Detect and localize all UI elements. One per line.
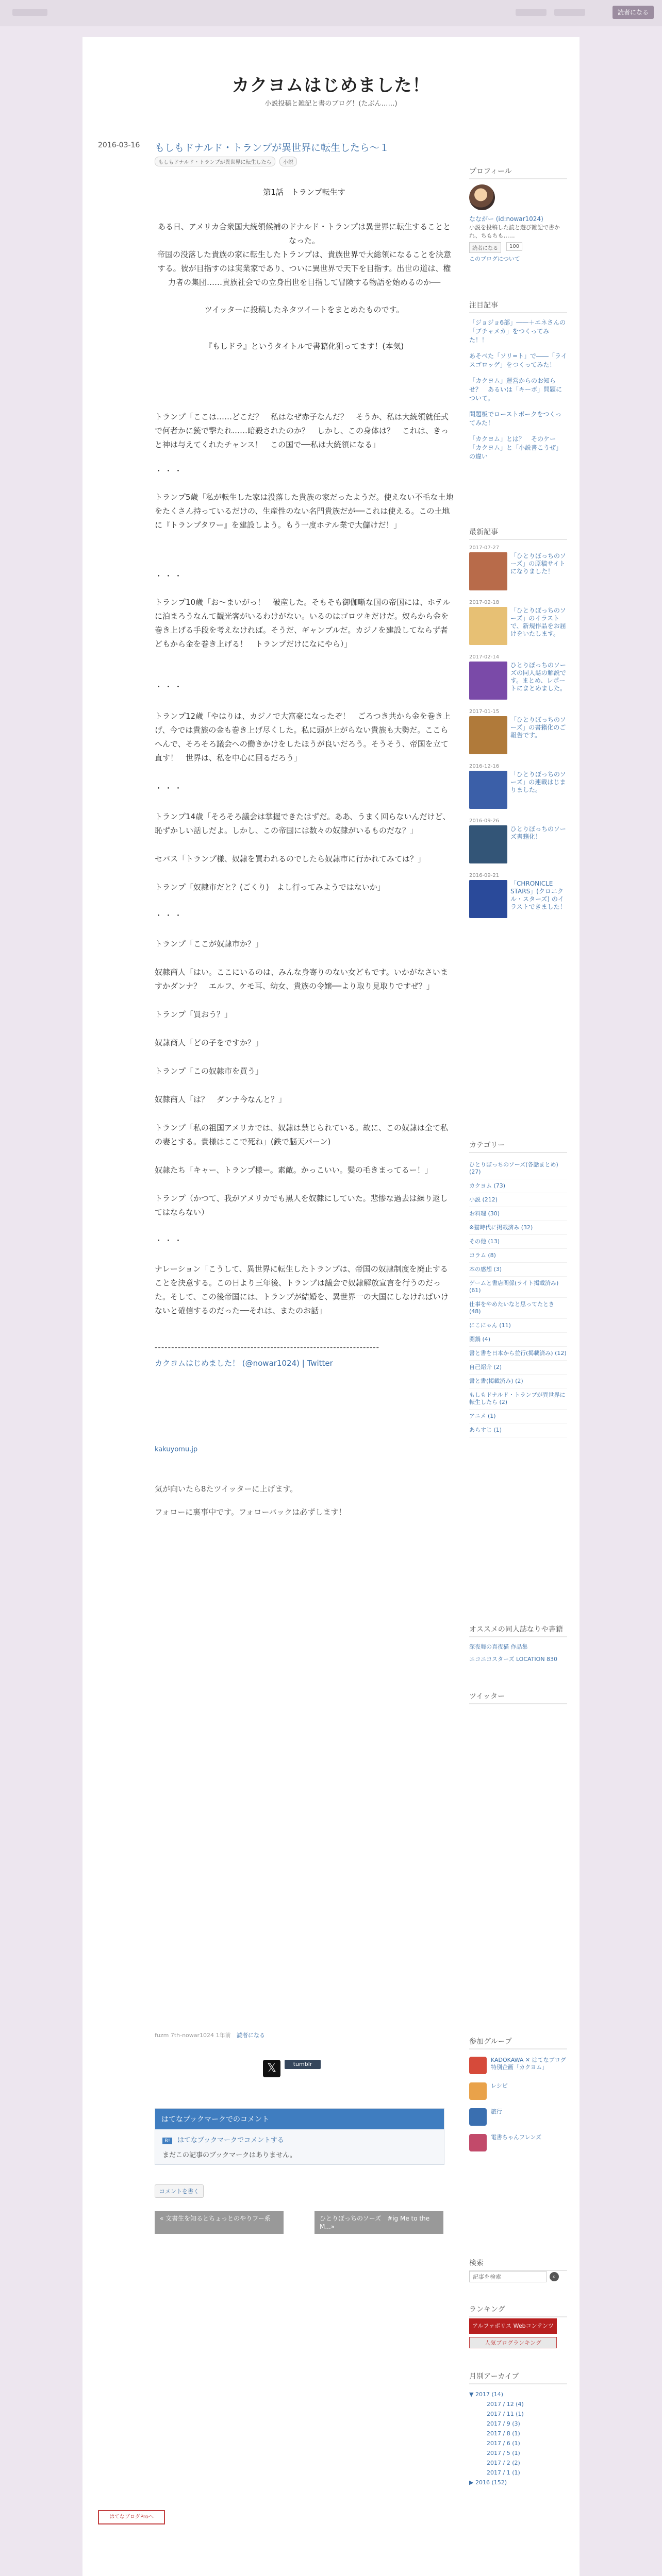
episode-heading: 第1話 トランプ転生す	[263, 188, 345, 197]
archive-title: 月別アーカイブ	[469, 2371, 567, 2384]
story-paragraph: トランプ「ここが奴隷市か？」	[155, 939, 263, 948]
topbar-menu-item[interactable]	[554, 9, 585, 16]
twitter-link[interactable]: カクヨムはじめました！ (@nowar1024) | Twitter	[155, 1359, 333, 1368]
alphapolis-badge[interactable]: アルファポリス Webコンテンツ	[469, 2318, 557, 2334]
recent-list	[469, 545, 567, 920]
featured-module	[469, 300, 567, 468]
story-paragraph: トランプ「奴隷市だと？(ごくり) よし行ってみようではないか」	[155, 883, 385, 892]
profile-title: プロフィール	[469, 166, 567, 179]
category-item[interactable]: 小説 (212)	[469, 1193, 567, 1207]
search-input[interactable]	[469, 2271, 547, 2282]
comment-button[interactable]: コメントを書く	[155, 2184, 204, 2198]
recent-title[interactable]: ひとりぼっちのソーズの同人誌の解説です。まとめ、レポートにまとめました。	[510, 662, 567, 692]
category-item[interactable]: もしもドナルド・トランプが異世界に転生したら (2)	[469, 1388, 567, 1410]
entry-body	[155, 176, 454, 1519]
story-paragraph: トランプ10歳「お〜まいがっ！ 破産した。そもそも御伽噺な国の帝国には、ホテルに泊まろうなんて観光客がいるわけがない。いるのはゴロツキだけだ。奴らから金を巻き上げる手段を考えなければ。そうだ、ギャンブルだ。カジノを建設してならず者どもから金を巻き上げる！ トランプだけになにやら）」	[155, 598, 451, 649]
archive-item[interactable]: 2017 / 8 (1)	[487, 2430, 520, 2437]
entry-categories	[155, 157, 299, 166]
group-icon	[469, 2057, 487, 2074]
archive-module	[469, 2371, 567, 2487]
story-paragraph: 奴隷商人「は？ ダンナ今なんと？」	[155, 1095, 287, 1104]
category-item[interactable]: 闘鍋 (4)	[469, 1333, 567, 1347]
profile-name[interactable]: なながー (id:nowar1024)	[469, 215, 543, 223]
story-separator: ・・・	[155, 466, 185, 476]
category-item[interactable]: 書と書(掲載済み) (2)	[469, 1375, 567, 1388]
archive-item[interactable]: 2017 / 1 (1)	[487, 2469, 520, 2476]
featured-item[interactable]: あそべた「ソリ=ト」で――「ライスゴロッゲ」をつくってみた！	[469, 352, 567, 368]
recent-thumbnail[interactable]	[469, 716, 507, 754]
extra-title: オススメの同人誌なりや書籍	[469, 1624, 567, 1637]
group-icon	[469, 2108, 487, 2126]
recent-title: 最新記事	[469, 527, 567, 540]
category-item[interactable]: ひとりぼっちのソーズ(各話まとめ) (27)	[469, 1158, 567, 1179]
recent-date: 2016-09-26	[469, 818, 500, 824]
recent-module	[469, 527, 567, 927]
group-item[interactable]	[469, 2106, 567, 2128]
tweet-note: ツイッターに投稿したネタツイートをまとめたものです。	[204, 305, 404, 314]
group-label[interactable]: レシピ	[491, 2082, 508, 2089]
twitter-module	[469, 1691, 567, 1709]
search-icon[interactable]: ⌕	[550, 2272, 559, 2281]
profile-module	[469, 166, 567, 267]
category-item[interactable]: その他 (13)	[469, 1235, 567, 1249]
recent-thumbnail[interactable]	[469, 607, 507, 645]
outro-text: フォローに裏事中です。フォローバックは必ずします！	[155, 1507, 346, 1517]
profile-description: 小説を投稿した読と遊び雑記で書かれ、ちもちも……	[469, 224, 560, 239]
category-item[interactable]: ※猫時代に掲載済み (32)	[469, 1221, 567, 1235]
entry-title[interactable]: もしもドナルド・トランプが異世界に転生したら〜１	[155, 142, 390, 154]
story-paragraph: トランプ14歳「そろそろ議会は掌握できたはずだ。ああ、うまく回らないんだけど、恥ずかしい話しだよ。しかし、この帝国には数々の奴隷がいるものだな？」	[155, 812, 451, 835]
about-link[interactable]: このブログについて	[469, 256, 520, 262]
story-paragraph: ナレーション「こうして、異世界に転生したトランプは、帝国の奴隷制度を廃止することを決意する。この日より三年後、トランプは議会で奴隷解放宣言を行うのだった。そして、この後帝国には、トランプが結婚を、異世界一の大国にしなければいけないと確信するのだった──それは、またのお話」	[155, 1264, 449, 1315]
category-item[interactable]: 自己紹介 (2)	[469, 1361, 567, 1375]
recent-title[interactable]: 「CHRONICLE STARS」(クロニクル・スターズ) のイラストできました！	[510, 880, 566, 910]
ranking-title: ランキング	[469, 2304, 567, 2317]
category-item[interactable]: コラム (8)	[469, 1249, 567, 1263]
extra-module	[469, 1624, 567, 1663]
recent-thumbnail[interactable]	[469, 771, 507, 809]
extra-link[interactable]: 深夜舞の真夜猫 作品集	[469, 1643, 528, 1650]
category-tag[interactable]: もしもドナルド・トランプが異世界に転生したら	[155, 157, 275, 166]
extra-link[interactable]: ニコニコスターズ LOCATION 830	[469, 1656, 558, 1663]
recent-date: 2017-07-27	[469, 545, 500, 551]
category-item[interactable]: あらすじ (1)	[469, 1423, 567, 1437]
story-paragraph: 奴隷商人「はい。ここにいるのは、みんな身寄りのない女どもです。いかがなさいますかダンナ？ エルフ、ケモ耳、幼女、貴族の令嬢──より取り見取りですぜ？」	[155, 968, 448, 991]
entry-reader-link[interactable]: 読者になる	[237, 2032, 266, 2039]
reader-button[interactable]: 読者になる	[613, 6, 654, 19]
category-list	[469, 1158, 567, 1437]
groups-title: 参加グループ	[469, 2036, 567, 2049]
story-separator: ・・・	[155, 571, 185, 581]
category-item[interactable]: 本の感想 (3)	[469, 1263, 567, 1277]
featured-item[interactable]: 「ジョジョ6部」――＋エネさんの「ブチャメカ」をつくってみた！！	[469, 319, 566, 344]
outro-text: 気が向いたら8たツイッターに上げます。	[155, 1484, 298, 1494]
archive-item[interactable]: 2017 / 11 (1)	[487, 2411, 524, 2417]
follower-count: 100	[506, 242, 522, 251]
blog-description: 小説投稿と雑記と書のブログ！(たぶん……)	[264, 100, 398, 108]
hatena-pro-badge[interactable]: はてなブログProへ	[98, 2510, 165, 2524]
recent-date: 2017-02-18	[469, 600, 500, 605]
recent-thumbnail[interactable]	[469, 825, 507, 863]
recent-title[interactable]: 「ひとりぼっちのソーズ」のイラストで、新規作品をお届けをいたします。	[510, 607, 566, 637]
intro-text: 帝国の没落した貴族の家に転生したトランプは、貴族世界で大総領になることを決意する。彼が目指すのは実業家であり、ついに異世界で天下を目指す。出世の道は、権力者の集団……貴族社会での立身出世を目指して冒険する物語を始めるのか──	[157, 250, 451, 287]
category-title: カテゴリー	[469, 1140, 567, 1153]
topbar-menu-item[interactable]	[516, 9, 547, 16]
recent-title[interactable]: 「ひとりぼっちのソーズ」の連載はじまりました。	[510, 771, 566, 793]
group-icon	[469, 2082, 487, 2100]
top-bar	[0, 0, 662, 26]
recent-item[interactable]	[469, 654, 567, 702]
recent-date: 2016-09-21	[469, 873, 500, 878]
tumblr-share-button[interactable]: tumblr	[285, 2060, 321, 2069]
bookmark-head: はてなブックマークでのコメント	[155, 2109, 444, 2129]
story-separator: ・・・	[155, 784, 185, 793]
recent-date: 2017-02-14	[469, 654, 500, 660]
follow-button[interactable]: 読者になる	[469, 242, 501, 253]
featured-item[interactable]: 「カクヨム」運営からのお知らせ？ あるいは「キーボ」問題について。	[469, 377, 562, 402]
archive-list	[469, 2389, 567, 2487]
archive-item[interactable]: 2017 / 2 (2)	[487, 2460, 520, 2466]
bookmark-empty: まだこの記事のブックマークはありません。	[162, 2151, 296, 2159]
recent-item[interactable]	[469, 600, 567, 647]
pager-next[interactable]: ひとりぼっちのソーズ #ig Me to the M...»	[315, 2211, 443, 2234]
bookmark-action[interactable]	[162, 2134, 437, 2144]
recent-thumbnail[interactable]	[469, 662, 507, 700]
featured-item[interactable]: 問題板でローストポークをつくってみた！	[469, 411, 562, 427]
category-item[interactable]: カクヨム (73)	[469, 1179, 567, 1193]
search-module	[469, 2258, 567, 2280]
recent-thumbnail[interactable]	[469, 880, 507, 918]
story-separator: ・・・	[155, 911, 185, 920]
recent-item[interactable]	[469, 873, 567, 920]
recent-thumbnail[interactable]	[469, 552, 507, 590]
category-module	[469, 1140, 567, 1437]
story-separator: ・・・	[155, 1236, 185, 1245]
page-container	[82, 37, 580, 2576]
story-paragraph: トランプ12歳「やはりは、カジノで大富豪になったぞ！ ごろつき共から金を巻き上げ、今では貴族の金も巻き上げ尽くした。私に頭が上がらない貴族も大勢だ。ここらへんで、そろそろ議会への働きかけをしたほうが良いだろう。そうそう、帝国を立て直す！ 世界は、私を中心に回るだろう」	[155, 711, 451, 762]
separator-line: --------------------------------------------------------------------	[155, 1343, 380, 1352]
recent-item[interactable]	[469, 818, 567, 866]
archive-item[interactable]: 2017 / 12 (4)	[487, 2401, 524, 2408]
category-item[interactable]: 書と書を日本から並行(掲載済み) (12)	[469, 1347, 567, 1361]
story-paragraph: トランプ「買おう？」	[155, 1010, 233, 1019]
story-paragraph: トランプ（かつて、我がアメリカでも黒人を奴隷にしていた。悲惨な過去は繰り返してはならない）	[155, 1194, 448, 1217]
bookmark-action-label[interactable]: はてなブックマークでコメントする	[177, 2137, 284, 2144]
recent-date: 2017-01-15	[469, 709, 500, 715]
hatena-logo[interactable]	[12, 9, 47, 16]
archive-item[interactable]: 2017 / 9 (3)	[487, 2420, 520, 2427]
ranking-module	[469, 2304, 567, 2355]
story-paragraph: 奴隷商人「どの子をですか？」	[155, 1038, 263, 1047]
story-paragraph: トランプ「私の祖国アメリカでは、奴隷は禁じられている。故に、この奴隷は全て私の妻とする。貴様はここで死ね」(鉄で脳天パーン)	[155, 1123, 448, 1146]
recent-item[interactable]	[469, 709, 567, 756]
group-item[interactable]	[469, 2132, 567, 2154]
archive-item[interactable]: ▼ 2017 (14)	[469, 2391, 504, 2398]
group-list	[469, 2055, 567, 2154]
group-item[interactable]	[469, 2055, 567, 2076]
category-item[interactable]: アニメ (1)	[469, 1410, 567, 1423]
twitter-title: ツイッター	[469, 1691, 567, 1704]
archive-item[interactable]: 2017 / 5 (1)	[487, 2450, 520, 2456]
story-text	[155, 410, 454, 1318]
x-share-button[interactable]: 𝕏	[263, 2060, 280, 2077]
category-item[interactable]: にこにゃん (11)	[469, 1319, 567, 1333]
avatar[interactable]	[469, 184, 495, 210]
recent-item[interactable]	[469, 764, 567, 811]
recent-title[interactable]: ひとりぼっちのソーズ書籍化！	[510, 825, 566, 840]
recent-title[interactable]: 「ひとりぼっちのソーズ」の書籍化のご報告です。	[510, 716, 566, 739]
featured-title: 注目記事	[469, 300, 567, 313]
group-item[interactable]	[469, 2080, 567, 2102]
group-label[interactable]: 電書ちゃんフレンズ	[491, 2134, 541, 2141]
group-label[interactable]: KADOKAWA ✕ はてなブログ特別企画「カクヨム」	[491, 2057, 566, 2071]
bookmark-comments	[155, 2108, 444, 2165]
entry-date[interactable]: 2016-03-16	[98, 141, 140, 149]
pager-prev[interactable]: « 文書生を知るとちょっとのやりフー系	[155, 2211, 284, 2234]
category-tag[interactable]: 小説	[279, 157, 297, 166]
entry-footer	[155, 2031, 265, 2039]
story-separator: ・・・	[155, 682, 185, 691]
blog-title[interactable]: カクヨムはじめました！	[231, 75, 431, 96]
recent-date: 2016-12-16	[469, 764, 500, 769]
story-paragraph: トランプ「ここは……どこだ？ 私はなぜ赤子なんだ？ そうか、私は大統領就任式で何者かに銃で撃たれ……暗殺されたのか？ しかし、この身体は？ これは、きっと神は与えてくれたチャンス！ この国で──私は大統領になる」	[155, 412, 449, 449]
kakuyomu-link[interactable]: kakuyomu.jp	[155, 1446, 198, 1453]
group-label[interactable]: 旅行	[491, 2108, 502, 2115]
category-item[interactable]: ゲームと書店関係(ライト掲載済み) (61)	[469, 1277, 567, 1298]
search-title: 検索	[469, 2258, 567, 2271]
story-paragraph: 奴隷たち「キャー、トランプ様ー。素敵。かっこいい。髪の毛きまってるー！」	[155, 1165, 433, 1175]
story-paragraph: トランプ5歳「私が転生した家は没落した貴族の家だったようだ。使えない不毛な土地をたくさん持っているだけの、生産性のない名門貴族だが──これは使える。この土地に『トランプタワー』を建設しよう。もう一度ホテル業で大儲けだ！」	[155, 493, 454, 530]
story-paragraph: トランプ「この奴隷市を買う」	[155, 1066, 263, 1076]
catch-heading: 『もしドラ』というタイトルで書籍化狙ってます！(本気)	[204, 342, 404, 351]
hatena-bookmark-icon: B!	[162, 2138, 172, 2144]
groups-module	[469, 2036, 567, 2158]
archive-item[interactable]: 2017 / 6 (1)	[487, 2440, 520, 2447]
blog-ranking-badge[interactable]: 人気ブログランキング	[469, 2337, 557, 2348]
recent-title[interactable]: 「ひとりぼっちのソーズ」の原稿サイトになりました！	[510, 552, 566, 575]
category-item[interactable]: 仕事をやめたいなと思ってたとき (48)	[469, 1298, 567, 1319]
intro-text: ある日、アメリカ合衆国大統領候補のドナルド・トランプは異世界に転生することとなった。	[157, 222, 451, 245]
entry-author-meta: fuzm 7th-nowar1024 1年前	[155, 2032, 231, 2039]
featured-item[interactable]: 「カクヨム」とは？ そのケー「カクヨム」と「小説書こうぜ」の違い	[469, 435, 562, 460]
group-icon	[469, 2134, 487, 2151]
story-paragraph: セバス「トランプ様、奴隷を買われるのでしたら奴隷市に行かれてみては？」	[155, 854, 426, 863]
archive-item[interactable]: ▶ 2016 (152)	[469, 2479, 507, 2486]
category-item[interactable]: お料理 (30)	[469, 1207, 567, 1221]
recent-item[interactable]	[469, 545, 567, 592]
